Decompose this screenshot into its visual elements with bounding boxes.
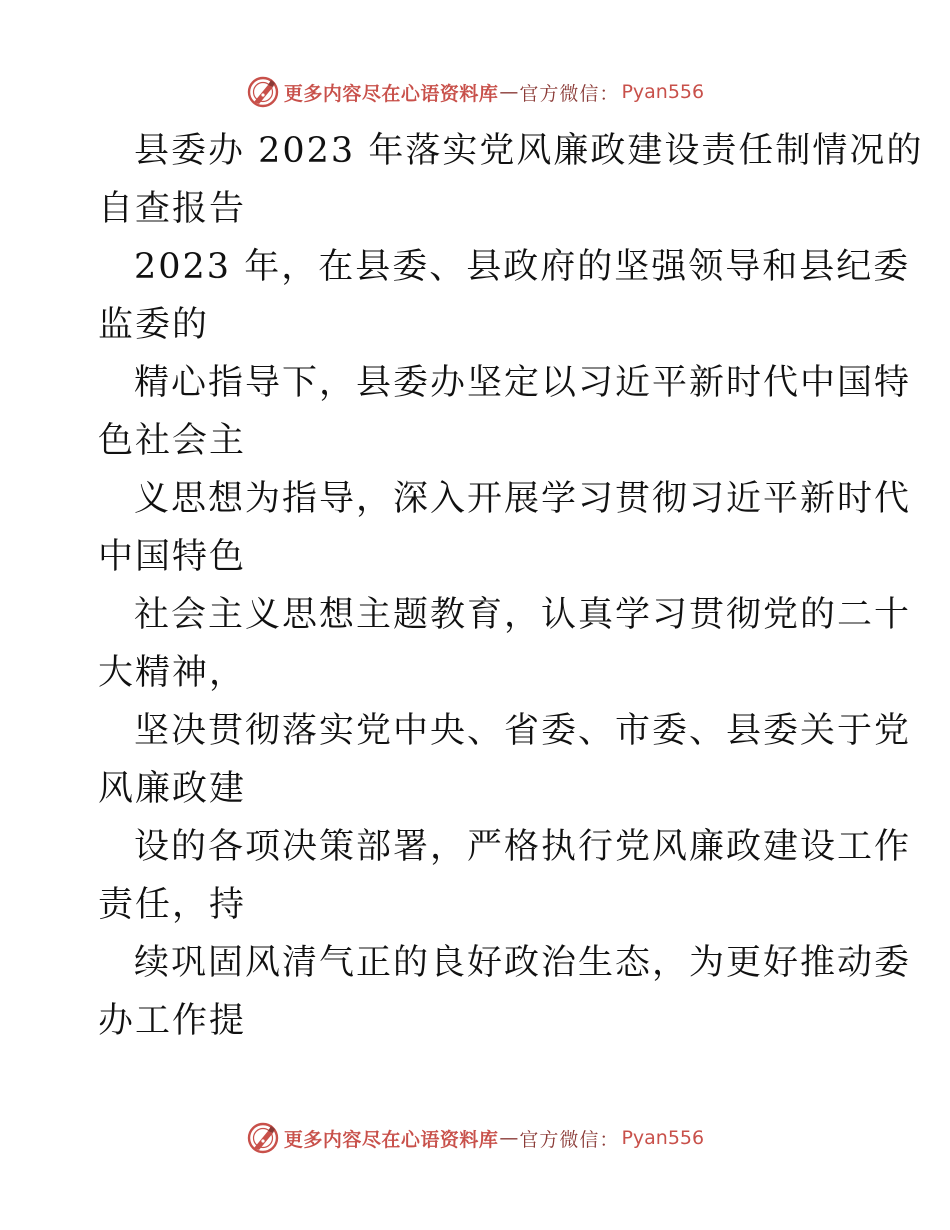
- text-line: 自查报告: [98, 189, 247, 229]
- text-line: 责任，持: [98, 885, 247, 925]
- text-line: 风廉政建: [98, 769, 247, 809]
- watermark-wechat-id: Pyan556: [621, 1127, 705, 1149]
- watermark-main-text: 更多内容尽在心语资料库: [283, 1128, 499, 1151]
- text-line: 2023 年，在县委、县政府的坚强领导和县纪委: [134, 247, 911, 287]
- watermark-wechat-label: 官方微信：: [519, 82, 620, 105]
- text-line: 中国特色: [98, 537, 247, 577]
- footer-watermark: [0, 1118, 950, 1158]
- watermark-main-text: 更多内容尽在心语资料库: [283, 82, 499, 105]
- text-line: 精心指导下，县委办坚定以习近平新时代中国特: [134, 363, 912, 403]
- text-line: 县委办 2023 年落实党风廉政建设责任制情况的: [134, 131, 924, 171]
- text-line: 社会主义思想主题教育，认真学习贯彻党的二十: [134, 595, 912, 635]
- header-watermark: [0, 72, 950, 112]
- watermark-wechat-id: Pyan556: [621, 81, 705, 103]
- text-line: 坚决贯彻落实党中央、省委、市委、县委关于党: [134, 711, 912, 751]
- document-body: [98, 122, 924, 1050]
- watermark-wechat-label: 官方微信：: [519, 1128, 620, 1151]
- watermark-dash: —: [499, 81, 519, 103]
- text-line: 义思想为指导，深入开展学习贯彻习近平新时代: [134, 479, 912, 519]
- text-line: 续巩固风清气正的良好政治生态，为更好推动委: [134, 943, 912, 983]
- pen-nib-logo-icon: [246, 1121, 280, 1155]
- text-line: 监委的: [98, 305, 210, 345]
- pen-nib-logo-icon: [246, 75, 280, 109]
- text-line: 办工作提: [98, 1001, 247, 1041]
- watermark-dash: —: [499, 1127, 519, 1149]
- text-line: 大精神，: [98, 653, 247, 693]
- text-line: 设的各项决策部署，严格执行党风廉政建设工作: [134, 827, 912, 867]
- text-line: 色社会主: [98, 421, 247, 461]
